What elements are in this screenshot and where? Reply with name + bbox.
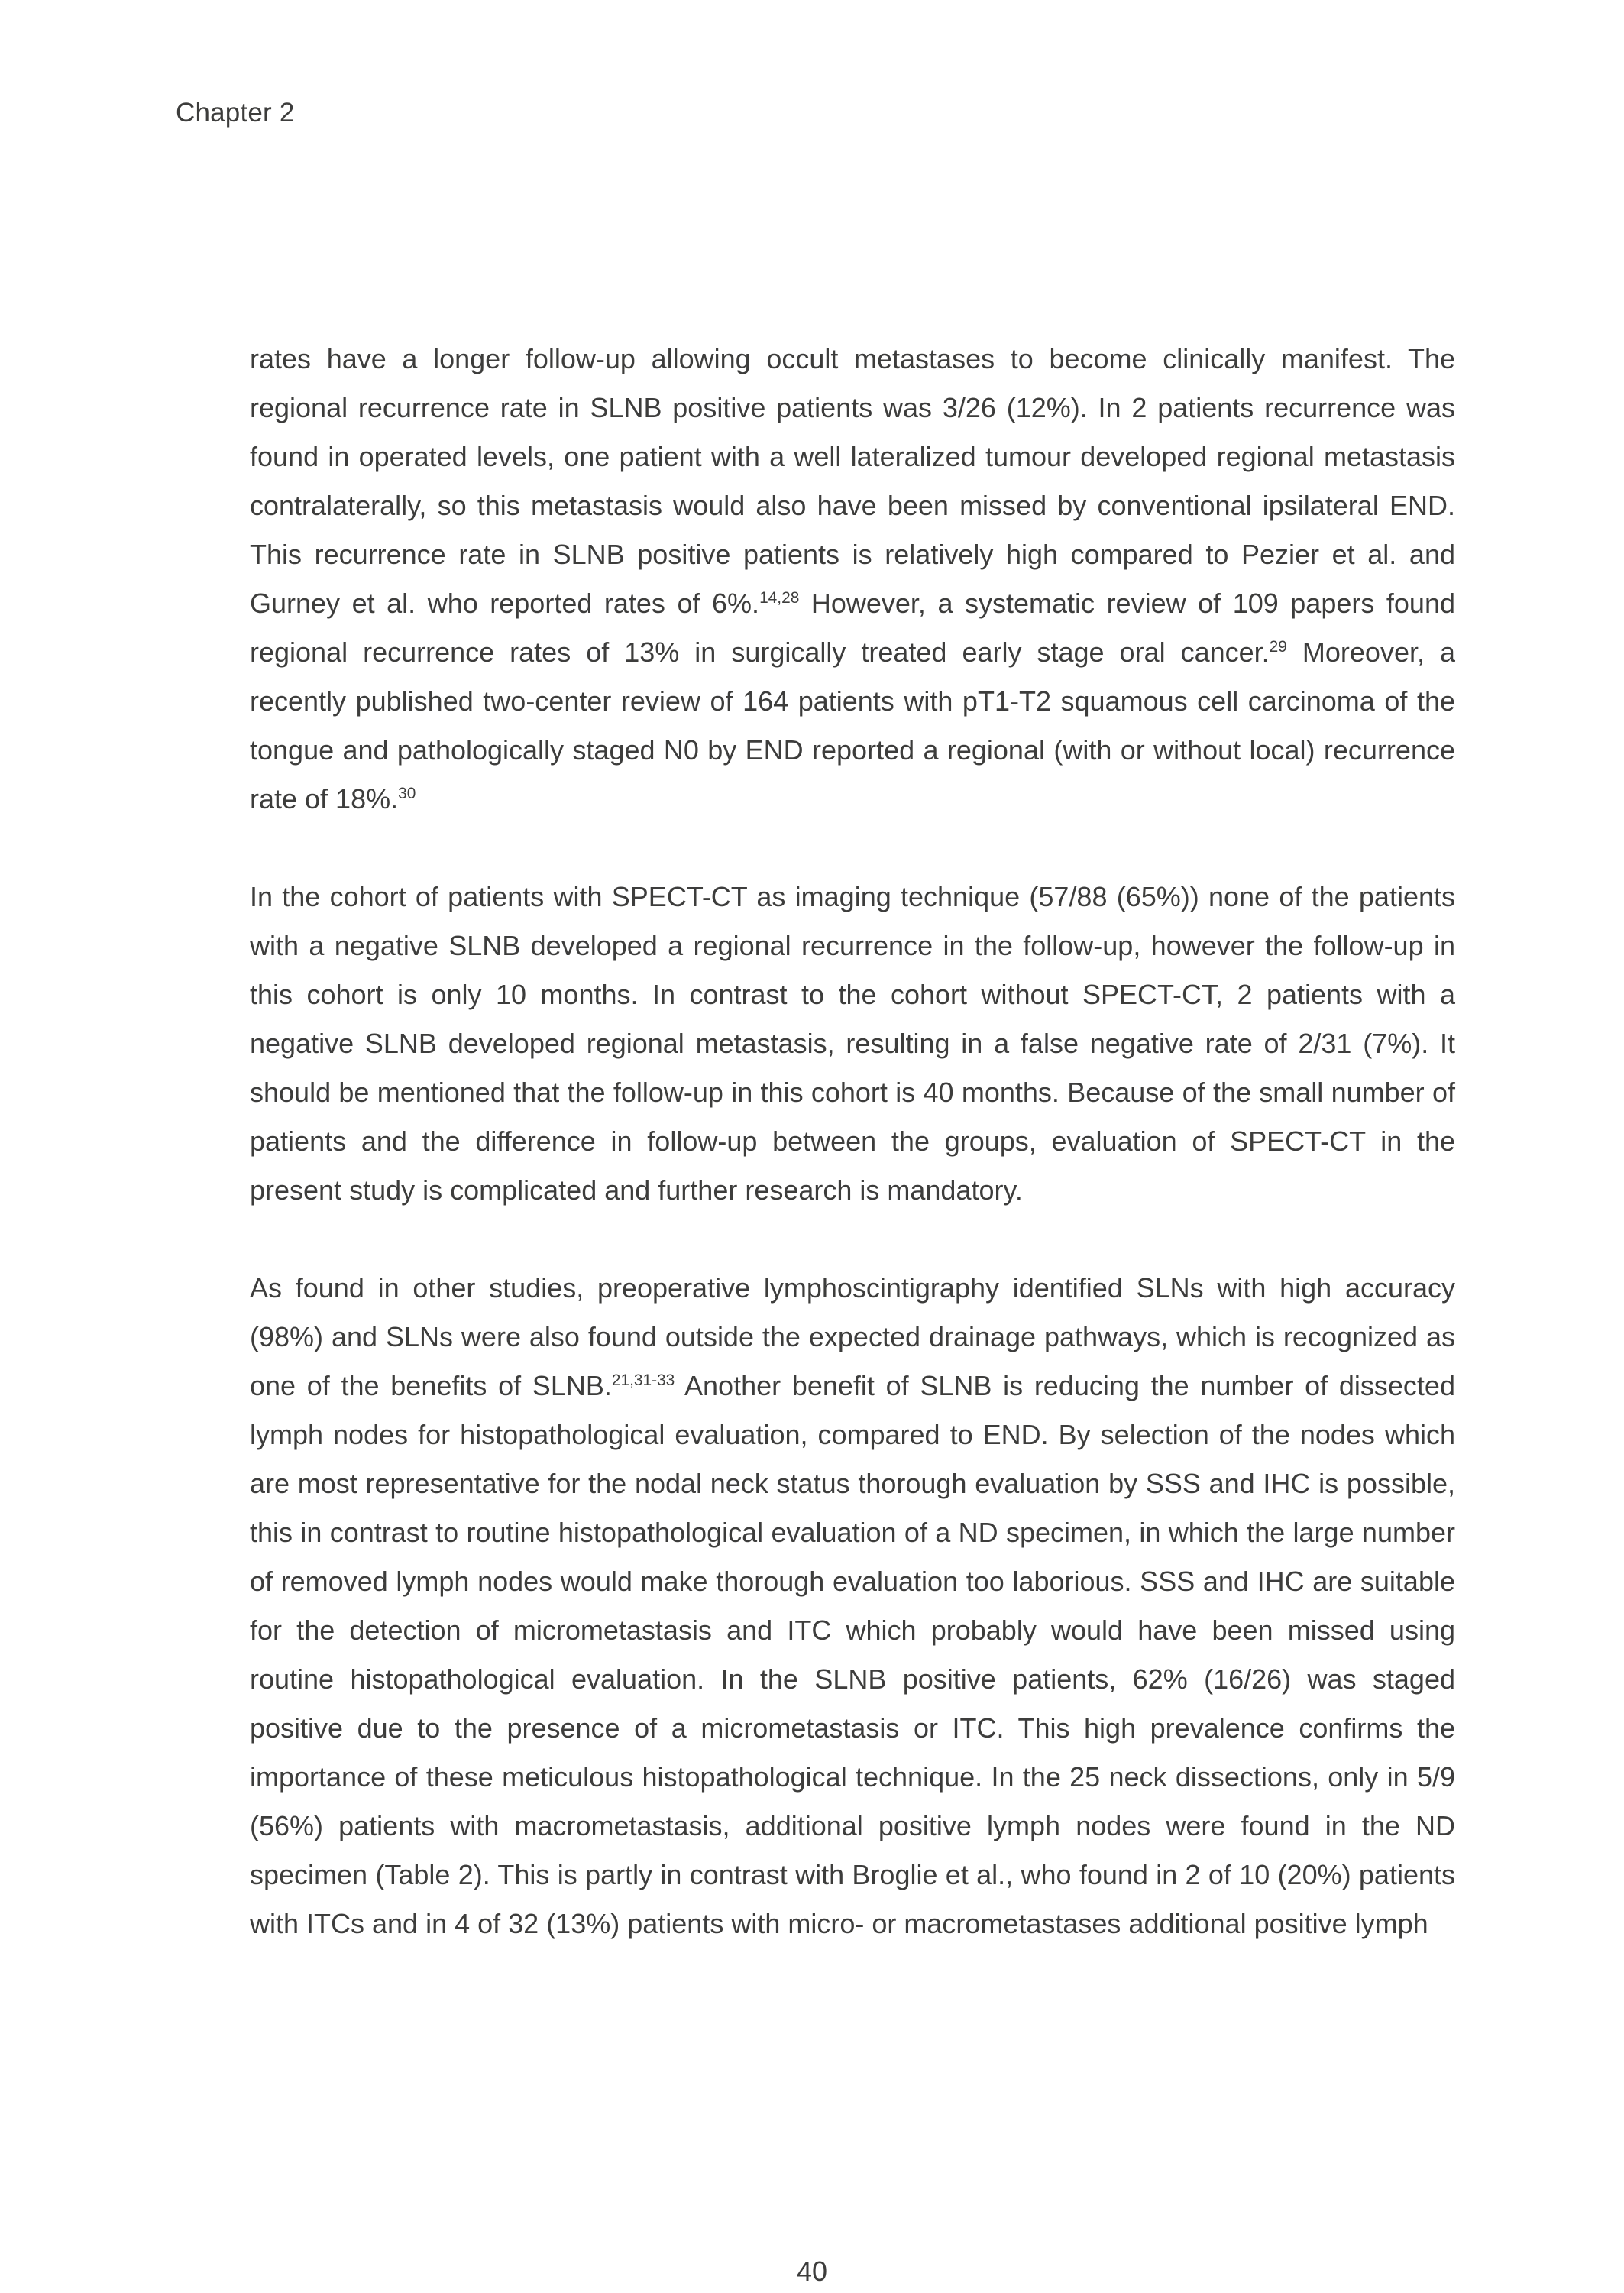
- body-text: [250, 335, 1455, 1948]
- running-header: Chapter 2: [176, 98, 295, 128]
- text-run: Another benefit of SLNB is reducing the number of dissected lymph nodes for histopathological evaluation, compared to END. By selection of the nodes which are most representative for the nodal neck status thorough evaluation by SSS and IHC is possible, this in contrast to routine histopathological evaluation of a ND specimen, in which the large number of removed lymph nodes would make thorough evaluation too laborious. SSS and IHC are suitable for the detection of micrometastasis and ITC which probably would have been missed using routine histopathological evaluation. In the SLNB positive patients, 62% (16/26) was staged positive due to the presence of a micrometastasis or ITC. This high prevalence confirms the importance of these meticulous histopathological technique. In the 25 neck dissections, only in 5/9 (56%) patients with macrometastasis, additional positive lymph nodes were found in the ND specimen (Table 2). This is partly in contrast with Broglie et al., who found in 2 of 10 (20%) patients with ITCs and in 4 of 32 (13%) patients with micro- or macrometastases additional positive lymph: [250, 1370, 1455, 1939]
- citation-ref: 29: [1269, 638, 1287, 656]
- text-run: Moreover, a recently published two-center review of 164 patients with pT1-T2 squamous cell carcinoma of the tongue and pathologically staged N0 by END reported a regional (with or without local) recurrence rate of 18%.: [250, 636, 1456, 815]
- paragraph-3: [250, 1264, 1455, 1948]
- text-run: However, a systematic review of 109 papers found regional recurrence rates of 13% in surgically treated early stage oral cancer.: [250, 588, 1455, 668]
- paragraph-1: [250, 335, 1455, 824]
- text-run: In the cohort of patients with SPECT-CT as imaging technique (57/88 (65%)) none of the patients with a negative SLNB developed a regional recurrence in the follow-up, however the follow-up in this cohort is only 10 months. In contrast to the cohort without SPECT-CT, 2 patients with a negative SLNB developed regional metastasis, resulting in a false negative rate of 2/31 (7%). It should be mentioned that the follow-up in this cohort is 40 months. Because of the small number of patients and the difference in follow-up between the groups, evaluation of SPECT-CT in the present study is complicated and further research is mandatory.: [250, 881, 1455, 1206]
- page-number: 40: [796, 2256, 828, 2287]
- citation-ref: 30: [398, 785, 416, 802]
- paragraph-2: [250, 873, 1455, 1215]
- citation-ref: 21,31-33: [611, 1372, 675, 1389]
- text-run: As found in other studies, preoperative lymphoscintigraphy identified SLNs with high accuracy (98%) and SLNs were also found outside the expected drainage pathways, which is recognized as one of the benefits of SLNB.: [250, 1272, 1455, 1401]
- citation-ref: 14,28: [759, 589, 800, 607]
- text-run: rates have a longer follow-up allowing occult metastases to become clinically manifest. The regional recurrence rate in SLNB positive patients was 3/26 (12%). In 2 patients recurrence was found in operated levels, one patient with a well lateralized tumour developed regional metastasis contralaterally, so this metastasis would also have been missed by conventional ipsilateral END. This recurrence rate in SLNB positive patients is relatively high compared to Pezier et al. and Gurney et al. who reported rates of 6%.: [250, 343, 1455, 619]
